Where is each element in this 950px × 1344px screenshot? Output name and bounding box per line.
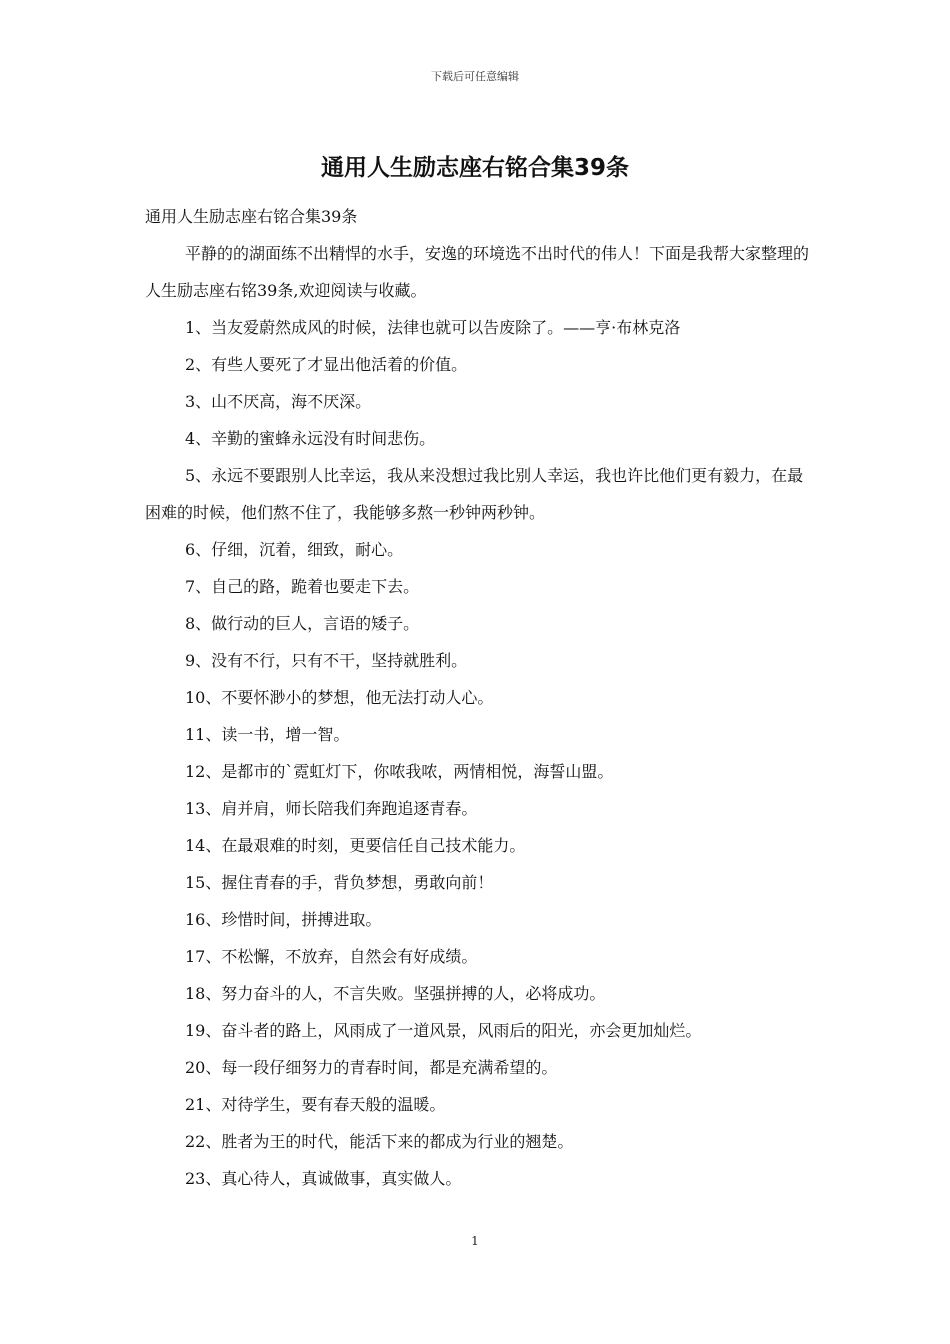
intro-paragraph: 平静的的湖面练不出精悍的水手，安逸的环境选不出时代的伟人！下面是我帮大家整理的人生励志座右铭39条,欢迎阅读与收藏。 bbox=[145, 244, 810, 300]
quote-item: 15、握住青春的手，背负梦想，勇敢向前！ bbox=[185, 873, 494, 892]
quote-item: 16、珍惜时间，拼搏进取。 bbox=[185, 910, 382, 929]
quote-item: 7、自己的路，跪着也要走下去。 bbox=[185, 577, 420, 596]
quote-item: 20、每一段仔细努力的青春时间，都是充满希望的。 bbox=[185, 1058, 558, 1077]
document-title: 通用人生励志座右铭合集39条 bbox=[320, 155, 629, 181]
quote-list bbox=[145, 309, 810, 1197]
quote-item: 14、在最艰难的时刻，更要信任自己技术能力。 bbox=[185, 836, 526, 855]
quote-item: 5、永远不要跟别人比幸运，我从来没想过我比别人幸运，我也许比他们更有毅力，在最困难的时候，他们熬不住了，我能够多熬一秒钟两秒钟。 bbox=[145, 466, 804, 522]
header-note: 下载后可任意编辑 bbox=[431, 70, 519, 83]
quote-item: 6、仔细，沉着，细致，耐心。 bbox=[185, 540, 404, 559]
quote-item: 1、当友爱蔚然成风的时候，法律也就可以告废除了。——亨·布林克洛 bbox=[185, 318, 681, 337]
quote-item: 2、有些人要死了才显出他活着的价值。 bbox=[185, 355, 468, 374]
quote-item: 22、胜者为王的时代，能活下来的都成为行业的翘楚。 bbox=[185, 1132, 574, 1151]
quote-item: 21、对待学生，要有春天般的温暖。 bbox=[185, 1095, 446, 1114]
quote-item: 12、是都市的`霓虹灯下，你哝我哝，两情相悦，海誓山盟。 bbox=[185, 762, 614, 781]
quote-item: 3、山不厌高，海不厌深。 bbox=[185, 392, 372, 411]
quote-item: 19、奋斗者的路上，风雨成了一道风景，风雨后的阳光，亦会更加灿烂。 bbox=[185, 1021, 702, 1040]
quote-item: 9、没有不行，只有不干，坚持就胜利。 bbox=[185, 651, 468, 670]
quote-item: 4、辛勤的蜜蜂永远没有时间悲伤。 bbox=[185, 429, 436, 448]
quote-item: 17、不松懈，不放弃，自然会有好成绩。 bbox=[185, 947, 478, 966]
document-body bbox=[145, 198, 810, 1197]
document-subtitle: 通用人生励志座右铭合集39条 bbox=[145, 207, 358, 226]
quote-item: 11、读一书，增一智。 bbox=[185, 725, 350, 744]
quote-item: 10、不要怀渺小的梦想，他无法打动人心。 bbox=[185, 688, 494, 707]
quote-item: 13、肩并肩，师长陪我们奔跑追逐青春。 bbox=[185, 799, 478, 818]
quote-item: 8、做行动的巨人，言语的矮子。 bbox=[185, 614, 420, 633]
quote-item: 23、真心待人，真诚做事，真实做人。 bbox=[185, 1169, 462, 1188]
page-number: 1 bbox=[471, 1234, 479, 1248]
quote-item: 18、努力奋斗的人，不言失败。坚强拼搏的人，必将成功。 bbox=[185, 984, 606, 1003]
